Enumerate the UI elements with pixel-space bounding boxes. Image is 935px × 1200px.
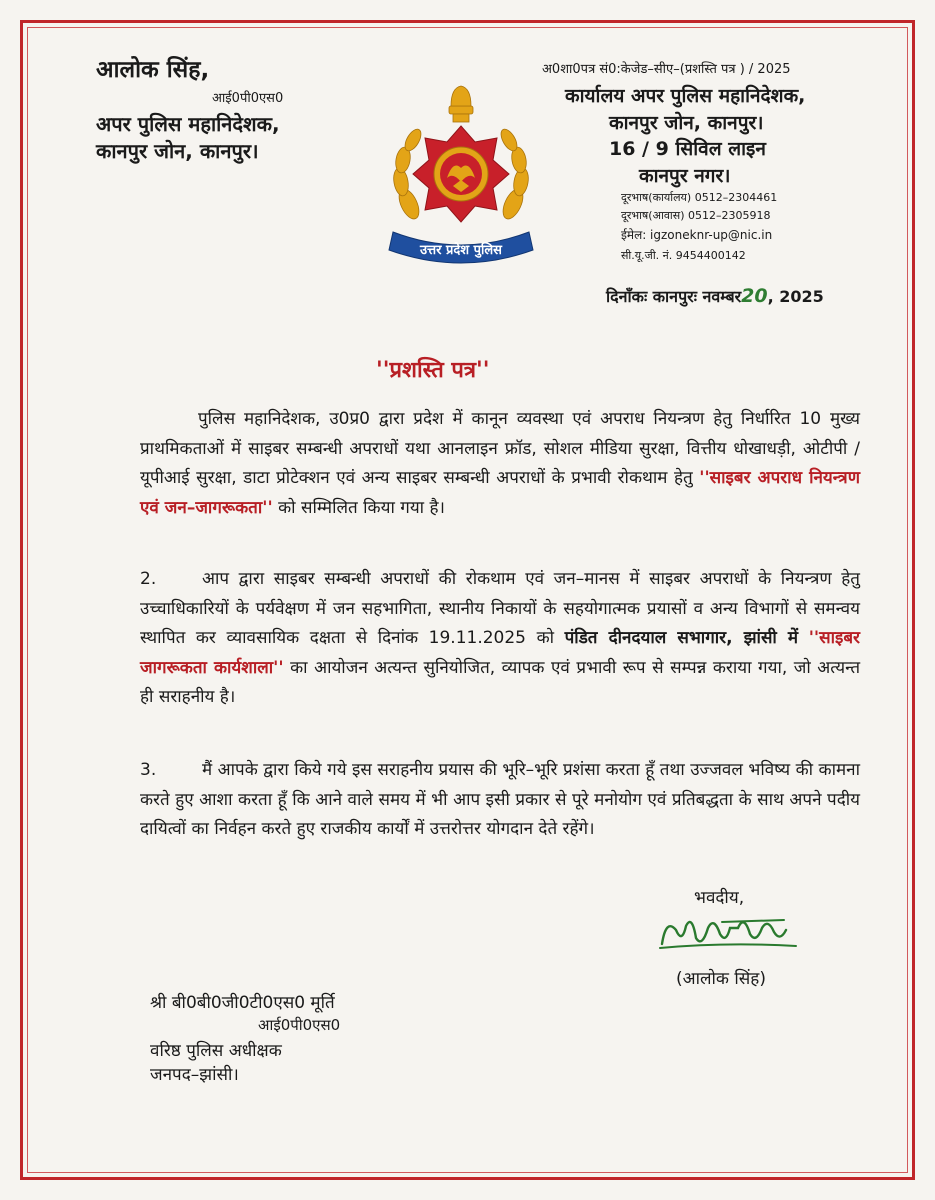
paragraph-2-text: आप द्वारा साइबर सम्बन्धी अपराधों की रोकथाम एवं जन–मानस में साइबर अपराधों के नियन्त्रण हेतु उच्चाधिकारियों के पर्यवेक्षण में जन सहभागिता, स्थानीय निकायों के सहयोगात्मक प्रयासों व अन्य विभागों से समन्वय स्थापित कर व्यावसायिक दक्षता से दिनांक 19.11.2025 को [140,569,860,648]
recipient-designation: वरिष्ठ पुलिस अधीक्षक [150,1041,282,1061]
date-year: , 2025 [767,287,824,306]
paragraph-3-text: मैं आपके द्वारा किये गये इस सराहनीय प्रयास की भूरि–भूरि प्रशंसा करता हूँ तथा उज्जवल भविष्य की कामना करते हुए आशा करता हूँ कि आने वाले समय में भी आप इसी प्रकार से पूरे मनोयोग एवं प्रतिबद्धता के साथ अपने पदीय दायित्वों का निर्वहन करते हुए राजकीय कार्यों में उत्तरोत्तर योगदान देते रहेंगे। [140,760,860,839]
phone-home: दूरभाष(आवास) 0512–2305918 [621,209,771,222]
paragraph-1-end: को सम्मिलित किया गया है। [278,497,445,518]
paragraph-1 [140,405,860,523]
email-address: ईमेल: igzoneknr-up@nic.in [621,228,773,242]
closing-bhavdiya: भवदीय, [694,888,745,908]
phone-office: दूरभाष(कार्यालय) 0512–2304461 [621,191,778,204]
office-zone: कानपुर जोन, कानपुर। [609,112,764,134]
sender-designation: अपर पुलिस महानिदेशक, [96,112,280,136]
recipient-service: आई0पी0एस0 [258,1016,341,1034]
signatory-name: (आलोक सिंह) [676,969,766,989]
paragraph-3-number: 3. [140,760,157,780]
paragraph-1-highlight: ''साइबर अपराध नियन्त्रण एवं जन–जागरूकता'' [140,468,860,518]
date-day: 20 [741,285,768,307]
paragraph-3 [140,756,860,845]
date-prefix: दिनाँकः कानपुरः नवम्बर [606,287,742,306]
paragraph-2-venue: पंडित दीनदयाल सभागार, झांसी में [564,628,799,648]
office-address: 16 / 9 सिविल लाइन [609,138,766,160]
paragraph-2-number: 2. [140,569,157,589]
letter-date [606,285,824,307]
paragraph-2-end: का आयोजन अत्यन्त सुनियोजित, व्यापक एवं प्रभावी रूप से सम्पन्न कराया गया, जो अत्यन्त ही सराहनीय है। [140,657,861,707]
up-police-emblem-icon [383,82,539,272]
emblem-ribbon-text: उत्तर प्रदेश पुलिस [420,243,502,258]
paragraph-2 [140,565,860,713]
paragraph-1-text: पुलिस महानिदेशक, उ0प्र0 द्वारा प्रदेश में कानून व्यवस्था एवं अपराध नियन्त्रण हेतु निर्धारित 10 मुख्य प्राथमिकताओं में साइबर सम्बन्धी अपराधों यथा आनलाइन फ्रॉड, सोशल मीडिया सुरक्षा, वित्तीय धोखाधड़ी, ओटीपी / यूपीआई सुरक्षा, डाटा प्रोटेक्शन एवं अन्य साइबर सम्बन्धी अपराधों के प्रभावी रोकथाम हेतु [140,409,860,488]
office-name: कार्यालय अपर पुलिस महानिदेशक, [565,85,806,107]
sender-name: आलोक सिंह, [96,57,210,83]
recipient-district: जनपद–झांसी। [150,1065,239,1085]
cug-number: सी.यू.जी. नं. 9454400142 [621,249,746,262]
paragraph-2-highlight: ''साइबर जागरूकता कार्यशाला'' [140,628,861,678]
sender-service: आई0पी0एस0 [212,91,284,106]
handwritten-signature [656,904,806,959]
office-city: कानपुर नगर। [639,165,731,187]
recipient-name: श्री बी0बी0जी0टी0एस0 मूर्ति [150,993,335,1013]
ref-number: अ0शा0पत्र सं0:केजेड–सीए–(प्रशस्ति पत्र ) / 2025 [542,62,791,77]
letter-title: ''प्रशस्ति पत्र'' [376,358,490,383]
sender-zone: कानपुर जोन, कानपुर। [96,139,259,163]
